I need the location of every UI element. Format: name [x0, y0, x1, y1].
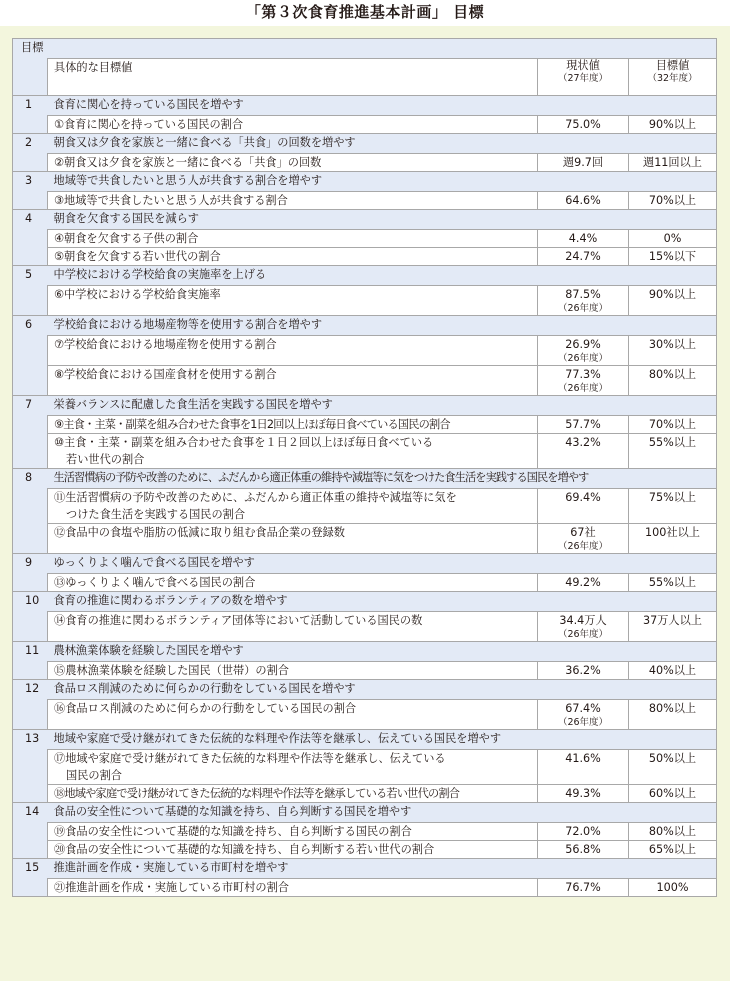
goal-row	[13, 642, 717, 662]
indicator-text: ②朝食又は夕食を家族と一緒に食べる「共食」の回数	[48, 154, 538, 172]
target-value: 80%以上	[629, 366, 717, 396]
current-value: 49.3%	[538, 785, 629, 803]
current-value: 49.2%	[538, 574, 629, 592]
target-value: 55%以上	[629, 574, 717, 592]
goal-number: 9	[13, 554, 48, 592]
goal-number: 15	[13, 859, 48, 897]
goal-row	[13, 172, 717, 192]
indicator-text: ⑨主食・主菜・副菜を組み合わせた食事を1日2回以上ほぼ毎日食べている国民の割合	[48, 416, 538, 434]
goal-row	[13, 266, 717, 286]
goal-number: 2	[13, 134, 48, 172]
target-value: 100社以上	[629, 524, 717, 554]
indicator-row	[13, 879, 717, 897]
goal-text: 地域や家庭で受け継がれてきた伝統的な料理や作法等を継承し、伝えている国民を増やす	[48, 730, 717, 750]
target-value: 55%以上	[629, 434, 717, 469]
target-value: 90%以上	[629, 286, 717, 316]
current-value: 75.0%	[538, 116, 629, 134]
current-value: 34.4万人 （26年度）	[538, 612, 629, 642]
indicator-text: ④朝食を欠食する子供の割合	[48, 230, 538, 248]
current-value-year-note: （26年度）	[557, 629, 609, 640]
current-value: 87.5% （26年度）	[538, 286, 629, 316]
goal-row	[13, 680, 717, 700]
page-title: 「第３次食育推進基本計画」 目標	[245, 3, 485, 21]
current-value: 67.4% （26年度）	[538, 700, 629, 730]
indicator-row	[13, 416, 717, 434]
target-value: 70%以上	[629, 192, 717, 210]
goal-text: 朝食又は夕食を家族と一緒に食べる「共食」の回数を増やす	[48, 134, 717, 154]
indicator-text: ⑩主食・主菜・副菜を組み合わせた食事を１日２回以上ほぼ毎日食べている 若い世代の割合	[48, 434, 538, 469]
goal-text: 朝食を欠食する国民を減らす	[48, 210, 717, 230]
current-value-year-note: （26年度）	[557, 717, 609, 728]
goal-row	[13, 134, 717, 154]
indicator-text: ⑫食品中の食塩や脂肪の低減に取り組む食品企業の登録数	[48, 524, 538, 554]
goal-text: 地域等で共食したいと思う人が共食する割合を増やす	[48, 172, 717, 192]
indicator-text: ⑯食品ロス削減のために何らかの行動をしている国民の割合	[48, 700, 538, 730]
target-value: 70%以上	[629, 416, 717, 434]
goal-text: 食品の安全性について基礎的な知識を持ち、自ら判断する国民を増やす	[48, 803, 717, 823]
indicator-text: ⑦学校給食における地場産物を使用する割合	[48, 336, 538, 366]
indicator-text: ㉑推進計画を作成・実施している市町村の割合	[48, 879, 538, 897]
current-value: 64.6%	[538, 192, 629, 210]
goal-row	[13, 469, 717, 489]
indicator-text: ⑲食品の安全性について基礎的な知識を持ち、自ら判断する国民の割合	[48, 823, 538, 841]
target-value: 100%	[629, 879, 717, 897]
indicator-text: ⑮農林漁業体験を経験した国民（世帯）の割合	[48, 662, 538, 680]
current-value: 26.9% （26年度）	[538, 336, 629, 366]
goal-text: 食育に関心を持っている国民を増やす	[48, 96, 717, 116]
indicator-row	[13, 823, 717, 841]
indicator-text: ⑪生活習慣病の予防や改善のために、ふだんから適正体重の維持や減塩等に気を つけた食生活を実践する国民の割合	[48, 489, 538, 524]
target-value: 80%以上	[629, 823, 717, 841]
goal-number: 3	[13, 172, 48, 210]
goal-number: 14	[13, 803, 48, 859]
current-value-year-note: （26年度）	[557, 353, 609, 364]
indicator-row	[13, 785, 717, 803]
header-target-value: 目標値 （32年度）	[629, 59, 717, 96]
goal-row	[13, 210, 717, 230]
header-num-spacer	[13, 59, 48, 96]
indicator-text: ⑰地域や家庭で受け継がれてきた伝統的な料理や作法等を継承し、伝えている 国民の割合	[48, 750, 538, 785]
header-row-goal	[13, 39, 717, 59]
indicator-text: ⑤朝食を欠食する若い世代の割合	[48, 248, 538, 266]
indicator-text: ⑱地域や家庭で受け継がれてきた伝統的な料理や作法等を継承している若い世代の割合	[48, 785, 538, 803]
current-value: 36.2%	[538, 662, 629, 680]
goal-number: 5	[13, 266, 48, 316]
indicator-text: ⑧学校給食における国産食材を使用する割合	[48, 366, 538, 396]
indicator-row	[13, 248, 717, 266]
indicator-row	[13, 192, 717, 210]
indicator-row	[13, 750, 717, 785]
indicator-row	[13, 524, 717, 554]
current-value-year-note: （26年度）	[557, 303, 609, 314]
target-value: 週11回以上	[629, 154, 717, 172]
indicator-row	[13, 489, 717, 524]
goal-row	[13, 592, 717, 612]
goal-number: 11	[13, 642, 48, 680]
header-current-value: 現状値 （27年度）	[538, 59, 629, 96]
current-value: 77.3% （26年度）	[538, 366, 629, 396]
current-value: 67社 （26年度）	[538, 524, 629, 554]
goals-table	[12, 38, 717, 897]
goal-text: 学校給食における地場産物等を使用する割合を増やす	[48, 316, 717, 336]
goal-row	[13, 554, 717, 574]
current-value: 72.0%	[538, 823, 629, 841]
indicator-row	[13, 841, 717, 859]
goal-text: 推進計画を作成・実施している市町村を増やす	[48, 859, 717, 879]
current-value: 56.8%	[538, 841, 629, 859]
goal-text: 農林漁業体験を経験した国民を増やす	[48, 642, 717, 662]
indicator-row	[13, 116, 717, 134]
header-specific-label: 具体的な目標値	[48, 59, 538, 96]
target-value: 50%以上	[629, 750, 717, 785]
target-value: 75%以上	[629, 489, 717, 524]
goal-row	[13, 730, 717, 750]
current-value: 69.4%	[538, 489, 629, 524]
goal-number: 7	[13, 396, 48, 469]
indicator-text: ⑭食育の推進に関わるボランティア団体等において活動している国民の数	[48, 612, 538, 642]
current-value-year-note: （26年度）	[557, 383, 609, 394]
target-value: 90%以上	[629, 116, 717, 134]
current-value: 43.2%	[538, 434, 629, 469]
indicator-text: ⑳食品の安全性について基礎的な知識を持ち、自ら判断する若い世代の割合	[48, 841, 538, 859]
goal-row	[13, 316, 717, 336]
indicator-row	[13, 700, 717, 730]
current-value: 24.7%	[538, 248, 629, 266]
goal-number: 6	[13, 316, 48, 396]
goal-text: 栄養バランスに配慮した食生活を実践する国民を増やす	[48, 396, 717, 416]
target-value: 0%	[629, 230, 717, 248]
goal-row	[13, 396, 717, 416]
indicator-row	[13, 366, 717, 396]
target-value: 15%以下	[629, 248, 717, 266]
goal-text: 中学校における学校給食の実施率を上げる	[48, 266, 717, 286]
target-value: 80%以上	[629, 700, 717, 730]
current-value: 4.4%	[538, 230, 629, 248]
target-value: 65%以上	[629, 841, 717, 859]
current-value: 76.7%	[538, 879, 629, 897]
indicator-row	[13, 230, 717, 248]
goal-text: ゆっくりよく噛んで食べる国民を増やす	[48, 554, 717, 574]
target-value: 30%以上	[629, 336, 717, 366]
target-value: 60%以上	[629, 785, 717, 803]
target-value: 40%以上	[629, 662, 717, 680]
goal-number: 1	[13, 96, 48, 134]
goal-number: 13	[13, 730, 48, 803]
indicator-row	[13, 612, 717, 642]
current-value-year-note: （26年度）	[557, 541, 609, 552]
goal-text: 食品ロス削減のために何らかの行動をしている国民を増やす	[48, 680, 717, 700]
indicator-row	[13, 662, 717, 680]
goal-row	[13, 859, 717, 879]
header-goal-label: 目標	[13, 39, 717, 59]
indicator-text: ⑥中学校における学校給食実施率	[48, 286, 538, 316]
indicator-row	[13, 574, 717, 592]
indicator-row	[13, 434, 717, 469]
goal-row	[13, 803, 717, 823]
goal-text: 食育の推進に関わるボランティアの数を増やす	[48, 592, 717, 612]
goal-text: 生活習慣病の予防や改善のために、ふだんから適正体重の維持や減塩等に気をつけた食生活を実践する国民を増やす	[48, 469, 717, 489]
indicator-text: ⑬ゆっくりよく噛んで食べる国民の割合	[48, 574, 538, 592]
indicator-row	[13, 154, 717, 172]
goal-number: 12	[13, 680, 48, 730]
indicator-text: ①食育に関心を持っている国民の割合	[48, 116, 538, 134]
current-value: 週9.7回	[538, 154, 629, 172]
goal-row	[13, 96, 717, 116]
indicator-text: ③地域等で共食したいと思う人が共食する割合	[48, 192, 538, 210]
target-value: 37万人以上	[629, 612, 717, 642]
goal-number: 4	[13, 210, 48, 266]
indicator-row	[13, 336, 717, 366]
current-value: 41.6%	[538, 750, 629, 785]
current-value: 57.7%	[538, 416, 629, 434]
header-row-columns	[13, 59, 717, 96]
goal-number: 10	[13, 592, 48, 642]
goal-number: 8	[13, 469, 48, 554]
indicator-row	[13, 286, 717, 316]
